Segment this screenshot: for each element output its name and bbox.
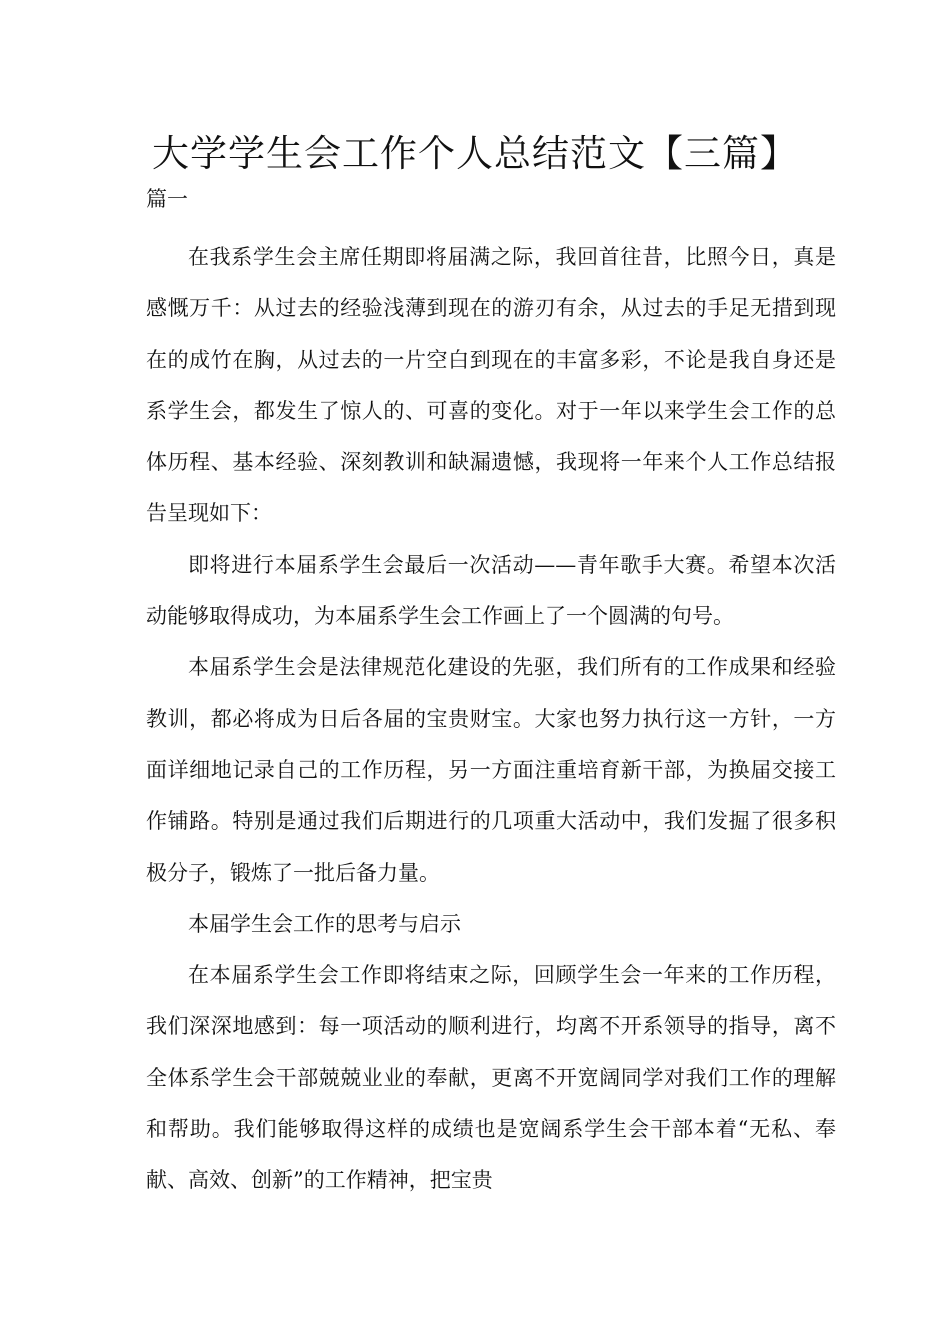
paragraph: 在本届系学生会工作即将结束之际，回顾学生会一年来的工作历程，我们深深地感到：每一项活动的顺利进行，均离不开系领导的指导，离不全体系学生会干部兢兢业业的奉献，更离不开宽阔同学对我们工作的理解和帮助。我们能够取得这样的成绩也是宽阔系学生会干部本着“无私、奉献、高效、创新”的工作精神，把宝贵 <box>146 963 836 1193</box>
document-body <box>146 232 836 1207</box>
paragraph: 即将进行本届系学生会最后一次活动——青年歌手大赛。希望本次活动能够取得成功，为本届系学生会工作画上了一个圆满的句号。 <box>146 552 836 629</box>
document-title: 大学学生会工作个人总结范文【三篇】 <box>152 132 798 175</box>
subheading: 本届学生会工作的思考与启示 <box>188 911 461 936</box>
paragraph: 本届系学生会是法律规范化建设的先驱，我们所有的工作成果和经验教训，都必将成为日后各届的宝贵财宝。大家也努力执行这一方针，一方面详细地记录自己的工作历程，另一方面注重培育新干部，为换届交接工作铺路。特别是通过我们后期进行的几项重大活动中，我们发掘了很多积极分子，锻炼了一批后备力量。 <box>146 655 836 885</box>
paragraph: 在我系学生会主席任期即将届满之际，我回首往昔，比照今日，真是感慨万千：从过去的经验浅薄到现在的游刃有余，从过去的手足无措到现在的成竹在胸，从过去的一片空白到现在的丰富多彩，不论是我自身还是系学生会，都发生了惊人的、可喜的变化。对于一年以来学生会工作的总体历程、基本经验、深刻教训和缺漏遗憾，我现将一年来个人工作总结报告呈现如下： <box>146 245 836 526</box>
section-label: 篇一 <box>146 187 188 211</box>
